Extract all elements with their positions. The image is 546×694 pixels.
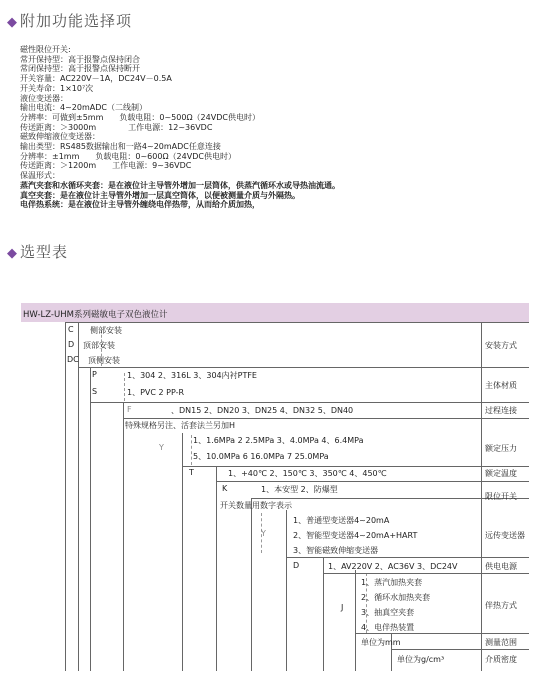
limit-label: 1、本安型 2、防爆型 xyxy=(261,485,338,494)
feature-line: 输出电流：4~20mADC（二线制） xyxy=(20,103,147,113)
diamond-icon: ◆ xyxy=(7,15,18,30)
table-line xyxy=(355,570,356,671)
material-code-s: S xyxy=(92,387,98,396)
pressure-label-2: 5、10.0MPa 6 16.0MPa 7 25.0MPa xyxy=(193,452,329,461)
feature-line: 常闭保持型：高于报警点保持断开 xyxy=(20,64,140,74)
table-line xyxy=(323,557,324,671)
table-line xyxy=(78,367,529,368)
feature-line: 保温形式： xyxy=(20,171,60,181)
table-line xyxy=(216,481,529,482)
transmitter-label-2: 2、智能型变送器4~20mA+HART xyxy=(293,531,418,540)
material-title: 主体材质 xyxy=(485,381,517,390)
heading-additional-features: ◆ 附加功能选择项 xyxy=(7,12,133,30)
feature-line: 开关容量：AC220V－1A，DC24V－0.5A xyxy=(20,74,172,84)
features-text xyxy=(20,45,340,210)
temperature-code: T xyxy=(189,468,194,477)
pressure-code: Y xyxy=(159,443,164,452)
feature-line: 常开保持型：高于报警点保持闭合 xyxy=(20,54,140,64)
heating-label-1: 1、蒸汽加热夹套 xyxy=(361,578,423,587)
table-line xyxy=(216,466,217,671)
table-line xyxy=(182,466,529,467)
install-code-dc: DC xyxy=(67,355,79,364)
table-line xyxy=(65,322,529,323)
density-title: 介质密度 xyxy=(485,655,517,664)
limit-title: 限位开关 xyxy=(485,492,517,501)
feature-line: 分辨率：±1mm 负载电阻：0~600Ω（24VDC供电时） xyxy=(20,151,236,161)
pressure-label-1: 1、1.6MPa 2 2.5MPa 3、4.0MPa 4、6.4MPa xyxy=(193,436,364,445)
dashed-guide xyxy=(124,373,125,401)
temperature-label: 1、+40℃ 2、150℃ 3、350℃ 4、450℃ xyxy=(228,469,387,478)
heating-label-2: 2、循环水加热夹套 xyxy=(361,593,431,602)
feature-line: 液位变送器： xyxy=(20,93,68,103)
heating-title: 伴热方式 xyxy=(485,601,517,610)
material-code-p: P xyxy=(92,370,97,379)
density-label: 单位为g/cm³ xyxy=(397,655,445,664)
power-title: 供电电源 xyxy=(485,562,517,571)
transmitter-title: 远传变送器 xyxy=(485,531,525,540)
transmitter-label-3: 3、智能磁致伸缩变送器 xyxy=(293,546,379,555)
feature-line: 传送距离：＞1200m 工作电源：9~36VDC xyxy=(20,161,192,171)
table-line xyxy=(286,510,287,671)
power-code: D xyxy=(293,561,300,570)
table-line xyxy=(182,433,183,671)
feature-line: 真空夹套：是在液位计主导管外增加一层真空筒体，以便被测量介质与外隔热。 xyxy=(20,190,300,200)
install-title: 安装方式 xyxy=(485,341,517,350)
model-name: HW-LZ-UHM系列磁敏电子双色液位计 xyxy=(23,310,168,320)
switch-count-note: 开关数量用数字表示 xyxy=(220,501,292,510)
install-label-side: 侧部安装 xyxy=(90,326,122,335)
table-line xyxy=(323,573,529,574)
range-title: 测量范围 xyxy=(485,638,517,647)
table-line xyxy=(123,418,529,419)
feature-line: 电伴热系统：是在液位计主导管外缠绕电伴热带，从而给介质加热， xyxy=(20,200,260,210)
table-line xyxy=(65,322,66,671)
table-line xyxy=(391,649,529,650)
material-label-plastic: 1、PVC 2 PP-R xyxy=(127,388,185,397)
transmitter-label-1: 1、普通型变送器4~20mA xyxy=(293,516,390,525)
pressure-title: 额定压力 xyxy=(485,444,517,453)
table-line xyxy=(355,633,529,634)
table-line xyxy=(123,402,124,671)
heading-selection-table: ◆ 选型表 xyxy=(7,243,69,261)
limit-code: K xyxy=(222,484,228,493)
feature-line: 开关寿命：1×10⁷次 xyxy=(20,83,94,93)
transmitter-code: Y xyxy=(261,529,266,538)
connection-title: 过程连接 xyxy=(485,406,517,415)
connection-label: 、DN15 2、DN20 3、DN25 4、DN32 5、DN40 xyxy=(171,406,354,415)
selection-table xyxy=(21,303,529,671)
special-note: 特殊规格另注、活套法兰另加H xyxy=(125,421,236,430)
table-line xyxy=(78,322,79,671)
feature-line: 分辨率：可做到±5mm 负载电阻：0~500Ω（24VDC供电时） xyxy=(20,112,260,122)
install-code-c: C xyxy=(68,325,74,334)
connection-code: F xyxy=(127,405,132,414)
table-line xyxy=(286,557,529,558)
material-label-metal: 1、304 2、316L 3、304内衬PTFE xyxy=(127,371,257,380)
table-line xyxy=(251,498,252,671)
heating-label-3: 3、抽真空夹套 xyxy=(361,608,415,617)
feature-line: 磁性限位开关: xyxy=(20,45,71,54)
install-label-topside: 顶侧安装 xyxy=(88,356,120,365)
install-code-d: D xyxy=(68,340,75,349)
temperature-title: 额定温度 xyxy=(485,469,517,478)
install-label-top: 顶部安装 xyxy=(83,341,115,350)
diamond-icon: ◆ xyxy=(7,246,18,261)
heating-code: J xyxy=(341,603,344,612)
feature-line: 蒸汽夹套和水循环夹套：是在液位计主导管外增加一层筒体，供蒸汽循环水或导热油流通。 xyxy=(20,180,340,190)
feature-line: 传送距离：＞3000m 工作电源：12~36VDC xyxy=(20,122,213,132)
power-label: 1、AV220V 2、AC36V 3、DC24V xyxy=(328,562,458,571)
feature-line: 磁致伸缩液位变送器： xyxy=(20,132,100,142)
table-line xyxy=(481,322,482,671)
range-label: 单位为mm xyxy=(361,638,401,647)
table-line xyxy=(90,367,91,671)
feature-line: 输出类型：RS485数据输出和一路4~20mADC任意连接 xyxy=(20,142,221,152)
table-line xyxy=(90,402,529,403)
dashed-guide xyxy=(191,435,192,465)
heating-label-4: 4、电伴热装置 xyxy=(361,623,415,632)
